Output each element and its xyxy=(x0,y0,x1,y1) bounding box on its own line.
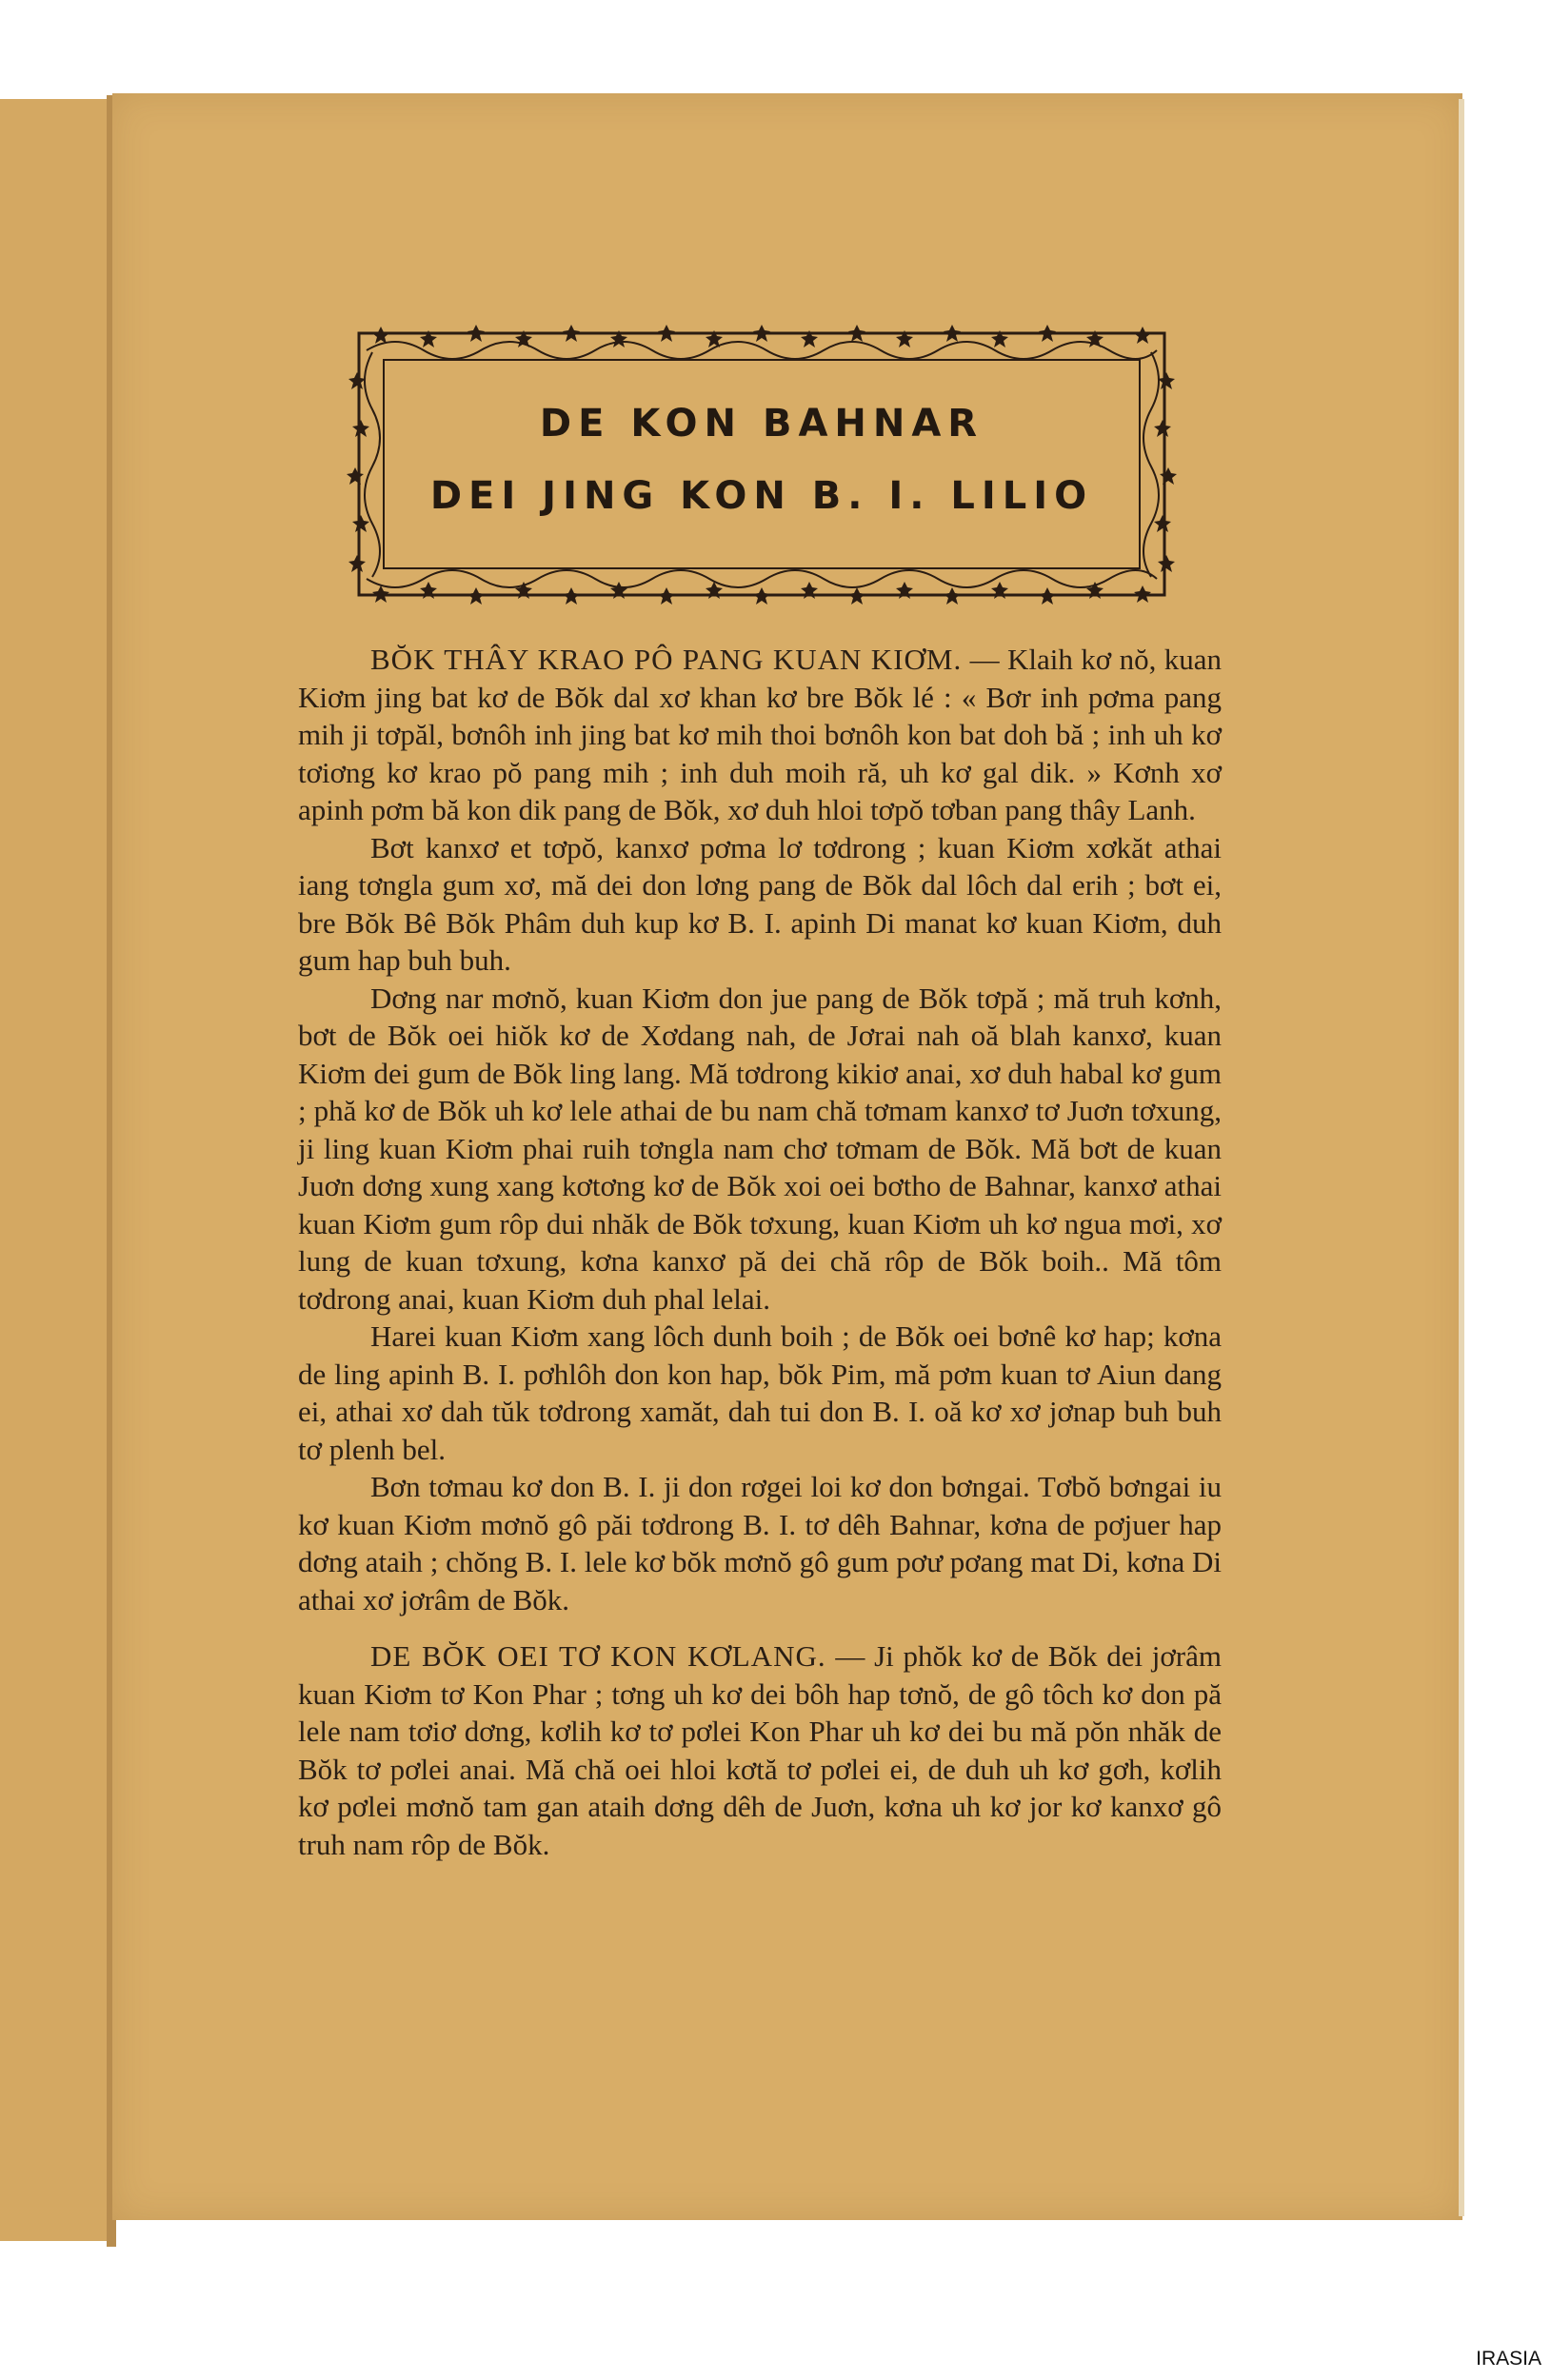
paragraph-text: — Klaih kơ nŏ, kuan Kiơm jing bat kơ de Bŏk dal xơ khan kơ bre Bŏk lé : « Bơr inh pơma pang mih ji tơpăl, bơnôh inh jing bat kơ mih thoi bơnôh kon bat doh bă ; inh uh kơ tơiơng kơ krao pŏ pang mih ; inh duh moih ră, uh kơ gal dik. » Kơnh xơ apinh pơm bă kon dik pang de Bŏk, xơ duh hloi tơpŏ tơban pang thây Lanh. xyxy=(298,643,1222,826)
page-title-line-2: DEI JING KON B. I. LILIO xyxy=(429,474,1094,518)
paragraph-text: Bơt kanxơ et tơpŏ, kanxơ pơma lơ tơdrong ; kuan Kiơm xơkăt athai iang tơngla gum xơ, mă dei don lơng pang de Bŏk dal lôch dal erih ; bơt ei, bre Bŏk Bê Bŏk Phâm duh kup kơ B. I. apinh Di manat kơ kuan Kiơm, duh gum hap buh buh. xyxy=(298,830,1222,977)
paragraph-2 xyxy=(298,829,1222,980)
section-heading-2: DE BŎK OEI TƠ KON KƠLANG. xyxy=(370,1639,826,1673)
article-body xyxy=(298,641,1222,1863)
paragraph-1 xyxy=(298,641,1222,829)
paragraph-4 xyxy=(298,1318,1222,1468)
paragraph-3 xyxy=(298,980,1222,1319)
paragraph-6 xyxy=(298,1637,1222,1863)
previous-page-edge xyxy=(0,99,115,2241)
paragraph-text: Dơng nar mơnŏ, kuan Kiơm don jue pang de Bŏk tơpă ; mă truh kơnh, bơt de Bŏk oei hiŏk kơ de Xơdang nah, de Jơrai nah oă blah kanxơ, kuan Kiơm dei gum de Bŏk ling lang. Mă tơdrong kikiơ anai, xơ duh habal kơ gum ; phă kơ de Bŏk uh kơ lele athai de bu nam chă tơmam kanxơ tơ Juơn tơxung, ji ling kuan Kiơm phai ruih tơngla nam chơ tơmam de Bŏk. Mă bơt de kuan Juơn dơng xung xang kơtơng kơ de Bŏk xoi oei bơtho de Bahnar, kanxơ athai kuan Kiơm gum rôp dui nhăk de Bŏk tơxung, kuan Kiơm uh kơ ngua mơi, xơ lung de kuan tơxung, kơna kanxơ pă dei chă rôp de Bŏk boih.. Mă tôm tơdrong anai, kuan Kiơm duh phal lelai. xyxy=(298,981,1222,1316)
section-heading-1: BŎK THÂY KRAO PÔ PANG KUAN KIƠM. xyxy=(370,643,963,676)
ornamental-title-frame xyxy=(338,314,1185,614)
archive-watermark: IRASIA xyxy=(1476,2348,1541,2370)
paragraph-text: Bơn tơmau kơ don B. I. ji don rơgei loi kơ don bơngai. Tơbŏ bơngai iu kơ kuan Kiơm mơnŏ gô păi tơdrong B. I. tơ dêh Bahnar, kơna de pơjuer hap dơng ataih ; chŏng B. I. lele kơ bŏk mơnŏ gô gum pơư pơang mat Di, kơna Di athai xơ jơrâm de Bŏk. xyxy=(298,1470,1222,1616)
paragraph-5 xyxy=(298,1468,1222,1618)
paragraph-text: Harei kuan Kiơm xang lôch dunh boih ; de Bŏk oei bơnê kơ hap; kơna de ling apinh B. I. pơhlôh don kon hap, bŏk Pim, mă pơm kuan tơ Aiun dang ei, athai xơ dah tŭk tơdrong xamăt, dah tui don B. I. oă kơ xơ jơnap buh buh tơ plenh bel. xyxy=(298,1319,1222,1466)
page-title-line-1: DE KON BAHNAR xyxy=(539,402,984,446)
paragraph-text: — Ji phŏk kơ de Bŏk dei jơrâm kuan Kiơm tơ Kon Phar ; tơng uh kơ dei bôh hap tơnŏ, de gô tôch kơ don pă lele nam tơiơ dơng, kơlih kơ tơ pơlei Kon Phar uh kơ dei bu mă pŏn nhăk de Bŏk tơ pơlei anai. Mă chă oei hloi kơtă tơ pơlei ei, de duh uh kơ gơh, kơlih kơ pơlei mơnŏ tam gan ataih dơng dêh de Juơn, kơna uh kơ jor kơ kanxơ gô truh nam rôp de Bŏk. xyxy=(298,1639,1223,1861)
vine-border-ornament xyxy=(338,314,1185,614)
page-edge xyxy=(1459,99,1464,2216)
